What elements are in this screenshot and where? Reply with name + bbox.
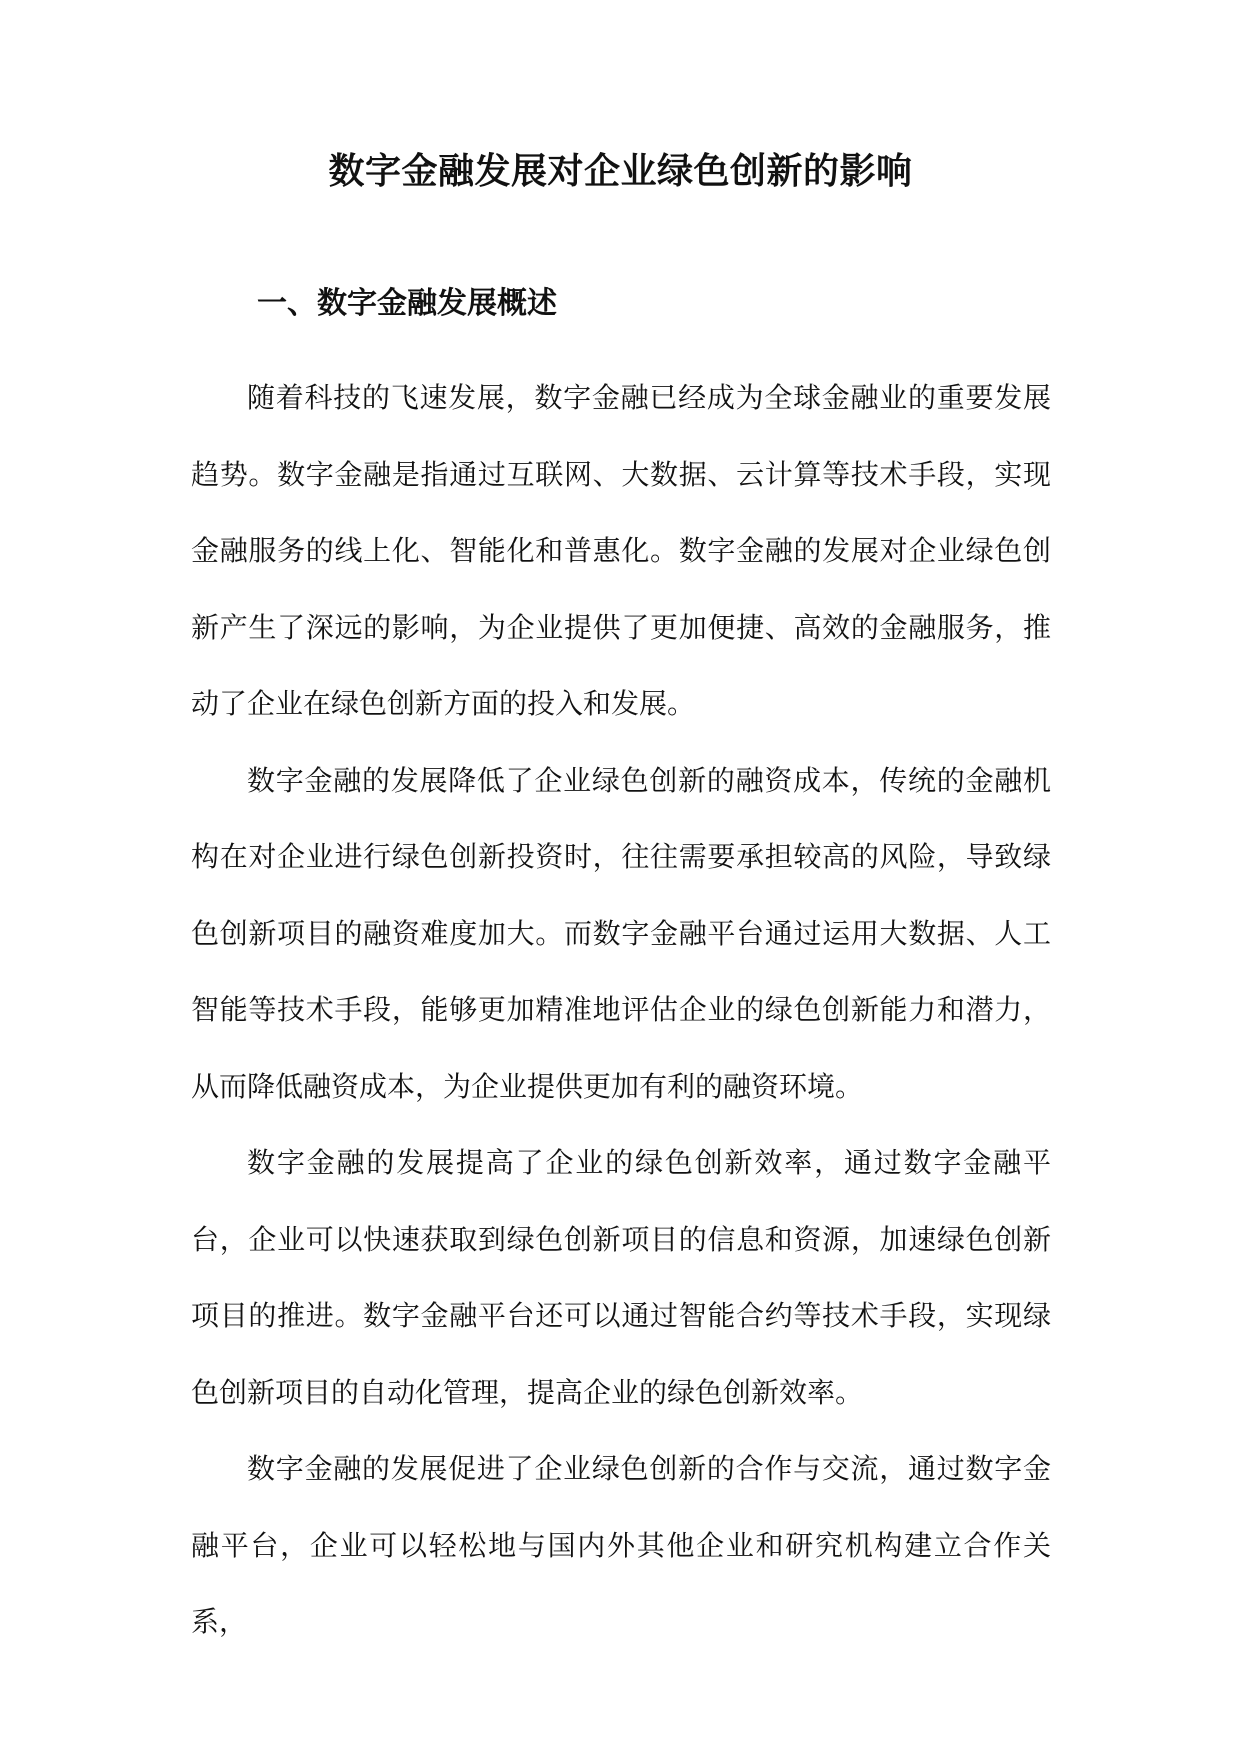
paragraph: 随着科技的飞速发展，数字金融已经成为全球金融业的重要发展趋势。数字金融是指通过互联网、大数据、云计算等技术手段，实现金融服务的线上化、智能化和普惠化。数字金融的发展对企业绿色创新产生了深远的影响，为企业提供了更加便捷、高效的金融服务，推动了企业在绿色创新方面的投入和发展。: [191, 381, 1051, 720]
document-title: 数字金融发展对企业绿色创新的影响: [328, 151, 913, 192]
paragraph: 数字金融的发展降低了企业绿色创新的融资成本，传统的金融机构在对企业进行绿色创新投资时，往往需要承担较高的风险，导致绿色创新项目的融资难度加大。而数字金融平台通过运用大数据、人工智能等技术手段，能够更加精准地评估企业的绿色创新能力和潜力，从而降低融资成本，为企业提供更加有利的融资环境。: [191, 763, 1051, 1103]
section-heading: 一、数字金融发展概述: [257, 286, 557, 321]
paragraph: 数字金融的发展促进了企业绿色创新的合作与交流，通过数字金融平台，企业可以轻松地与国内外其他企业和研究机构建立合作关系，: [191, 1452, 1051, 1638]
body-text: [191, 360, 1051, 1661]
paragraph: 数字金融的发展提高了企业的绿色创新效率，通过数字金融平台，企业可以快速获取到绿色创新项目的信息和资源，加速绿色创新项目的推进。数字金融平台还可以通过智能合约等技术手段，实现绿色创新项目的自动化管理，提高企业的绿色创新效率。: [191, 1146, 1051, 1409]
